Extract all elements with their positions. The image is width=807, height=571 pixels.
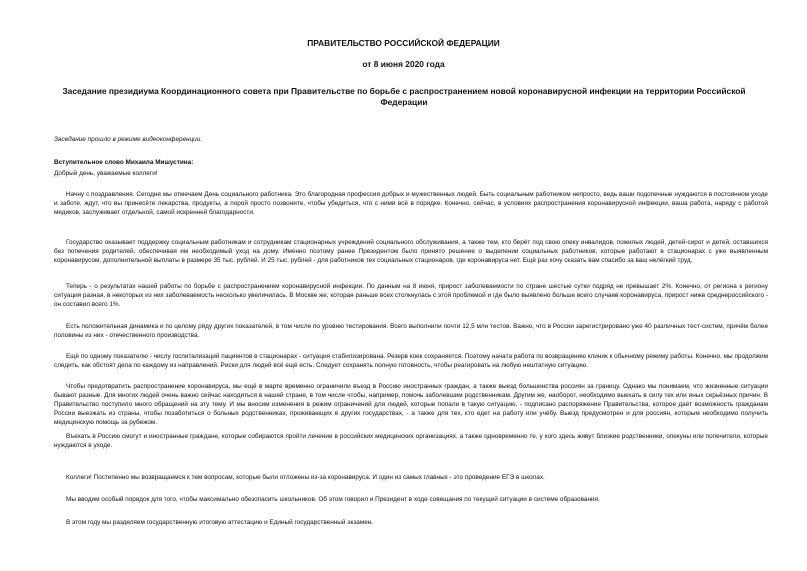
body-paragraph: Начну с поздравления. Сегодня мы отмечаем День социального работника. Это благородная профессия добрых и мужественных людей. Быть социальным работником непросто, ведь ваши подопечные нуждаются в постоянном уходе и заботе, ждут, что вы принесёте лекарства, продукты, а порой просто позвоните, чтобы убедиться, что с ними всё в порядке. Конечно, сейчас, в условиях распространения коронавирусной инфекции, ваша работа, наряду с работой медиков, заслуживает отдельной, самой искренней благодарности.	[54, 191, 768, 216]
body-paragraph: Мы вводим особый порядок для того, чтобы максимально обезопасить школьников. Об этом говорил и Президент в ходе совещания по текущей ситуации в системе образования.	[66, 496, 600, 503]
document-date: от 8 июня 2020 года	[362, 59, 445, 69]
meeting-title: Заседание президиума Координационного совета при Правительстве по борьбе с распространением новой коронавирусной инфекции на территории Российской Федерации	[62, 86, 746, 107]
body-paragraph: В этом году мы разделяем государственную итоговую аттестацию и Единый государственный экзамен.	[66, 519, 374, 526]
body-paragraph: Коллеги! Постепенно мы возвращаемся к тем вопросам, которые были отложены из-за коронавируса. И один из самых главных - это проведение ЕГЭ в школах.	[66, 474, 545, 481]
body-paragraph: Въехать в Россию смогут и иностранные граждане, которые собираются пройти лечение в российских медицинских организациях, а также одновременно те, у кого здесь живут близкие родственники, опекуны или попечители, которые нуждаются в уходе.	[54, 433, 768, 449]
body-paragraph: Государство оказывает поддержку социальным работникам и сотрудникам стационарных учреждений социального обслуживания, а также тем, кто берёт под свою опеку инвалидов, пожилых людей, детей-сирот и детей, оставшихся без попечения родителей, обеспечивая им необходимый уход на дому. Именно поэтому ранее Президентом было принято решение о выделении социальных работников, которые работают в стационарах с уже выявленным коронавирусом, дополнительной выплаты в размере 35 тыс. рублей. И 25 тыс. рублей - для работников тех социальных стационаров, где коронавируса нет. Ещё раз хочу сказать вам спасибо за ваш нелёгкий труд.	[54, 239, 768, 264]
speaker-heading: Вступительное слово Михаила Мишустина:	[54, 159, 194, 166]
body-paragraph: Есть положительная динамика и по целому ряду других показателей, в том числе по уровню тестирования. Всего выполнили почти 12,5 млн тестов. Важно, что в России зарегистрировано уже 40 различных тест-систем, причём более половины из них - отечественного производства.	[54, 323, 768, 339]
body-paragraph: Ещё по одному показателю - числу госпитализаций пациентов в стационарах - ситуация стабилизирована. Резерв коек сохраняется. Поэтому начата работа по возвращению клиник к обычному режиму работы. Конечно, мы продолжим следить, как обстоят дела по каждому из направлений. Риски для людей всё ещё есть. Следует сохранять полную готовность, чтобы реагировать на любую нештатную ситуацию.	[54, 353, 768, 369]
body-paragraph: Теперь - о результатах нашей работы по борьбе с распространением коронавирусной инфекции. По данным на 8 июня, прирост заболеваемости по стране шестые сутки подряд не превышает 2%. Конечно, от региона к региону ситуация разная, в некоторых из них заболеваемость несколько увеличилась. В Москве же, которая раньше всех столкнулась с этой проблемой и где было выявлено больше всего случаев коронавируса, прирост ниже среднероссийского - он составил всего 1%.	[54, 283, 768, 308]
format-note: Заседание прошло в режиме видеоконференции.	[54, 136, 203, 143]
greeting-line: Добрый день, уважаемые коллеги!	[54, 170, 158, 177]
organization-heading: ПРАВИТЕЛЬСТВО РОССИЙСКОЙ ФЕДЕРАЦИИ	[307, 38, 500, 48]
body-paragraph: Чтобы предотвратить распространение коронавируса, мы ещё в марте временно ограничили въезд в Россию иностранных граждан, а также выезд большинства россиян за границу. Однако мы понимаем, что жизненные ситуации бывают разные. Для многих людей очень важно сейчас находиться в нашей стране, в том числе чтобы, например, помочь заболевшим родственникам. Другим же, наоборот, необходимо выехать в силу тех или иных серьёзных причин. В Правительство поступило много обращений на эту тему. И мы вносим изменения в режим ограничений для людей, которые попали в такую ситуацию, - подписано распоряжение Правительства, которое даёт возможность гражданам России выезжать из страны, чтобы позаботиться о больных родственниках, проживающих в других государствах, - а также для тех, кто едет на работу или учёбу. Выезд предусмотрен и для россиян, которым необходимо получить медицинскую помощь за рубежом.	[54, 383, 768, 426]
